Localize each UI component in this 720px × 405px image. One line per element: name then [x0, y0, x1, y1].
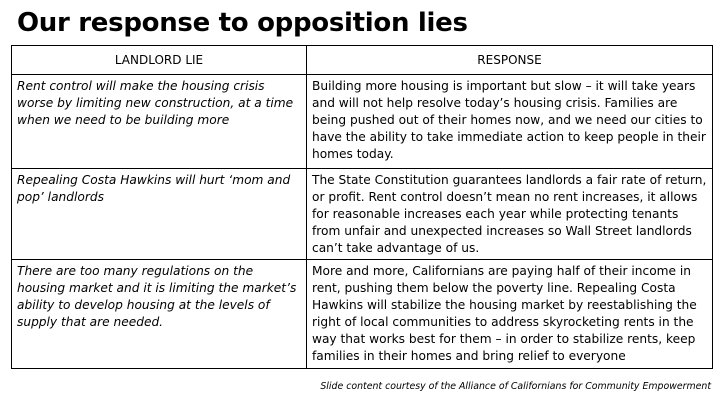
column-header-lie: LANDLORD LIE — [12, 46, 307, 75]
slide-title: Our response to opposition lies — [17, 8, 468, 38]
table-row — [12, 75, 713, 169]
table-header-row — [12, 46, 713, 75]
response-cell: Building more housing is important but slow – it will take years and will not help resolve today’s housing crisis. Families are being pushed out of their homes now, and we need our cities to have the ability to take immediate action to keep people in their homes today. — [307, 75, 713, 169]
table-row — [12, 169, 713, 260]
lie-cell: Repealing Costa Hawkins will hurt ‘mom and pop’ landlords — [12, 169, 307, 260]
column-header-response: RESPONSE — [307, 46, 713, 75]
table-row — [12, 260, 713, 369]
lie-cell: There are too many regulations on the housing market and it is limiting the market’s ability to develop housing at the levels of supply that are needed. — [12, 260, 307, 369]
lie-cell: Rent control will make the housing crisis worse by limiting new construction, at a time when we need to be building more — [12, 75, 307, 169]
response-cell: More and more, Californians are paying half of their income in rent, pushing them below the poverty line. Repealing Costa Hawkins will stabilize the housing market by reestablishing the right of local communities to address skyrocketing rents in the way that works best for them – in order to stabilize rents, keep families in their homes and bring relief to everyone — [307, 260, 713, 369]
source-credit: Slide content courtesy of the Alliance of Californians for Community Empowerment — [320, 381, 711, 392]
rebuttal-table — [11, 45, 713, 369]
response-cell: The State Constitution guarantees landlords a fair rate of return, or profit. Rent control doesn’t mean no rent increases, it allows for reasonable increases each year while protecting tenants from unfair and unexpected increases so Wall Street landlords can’t take advantage of us. — [307, 169, 713, 260]
